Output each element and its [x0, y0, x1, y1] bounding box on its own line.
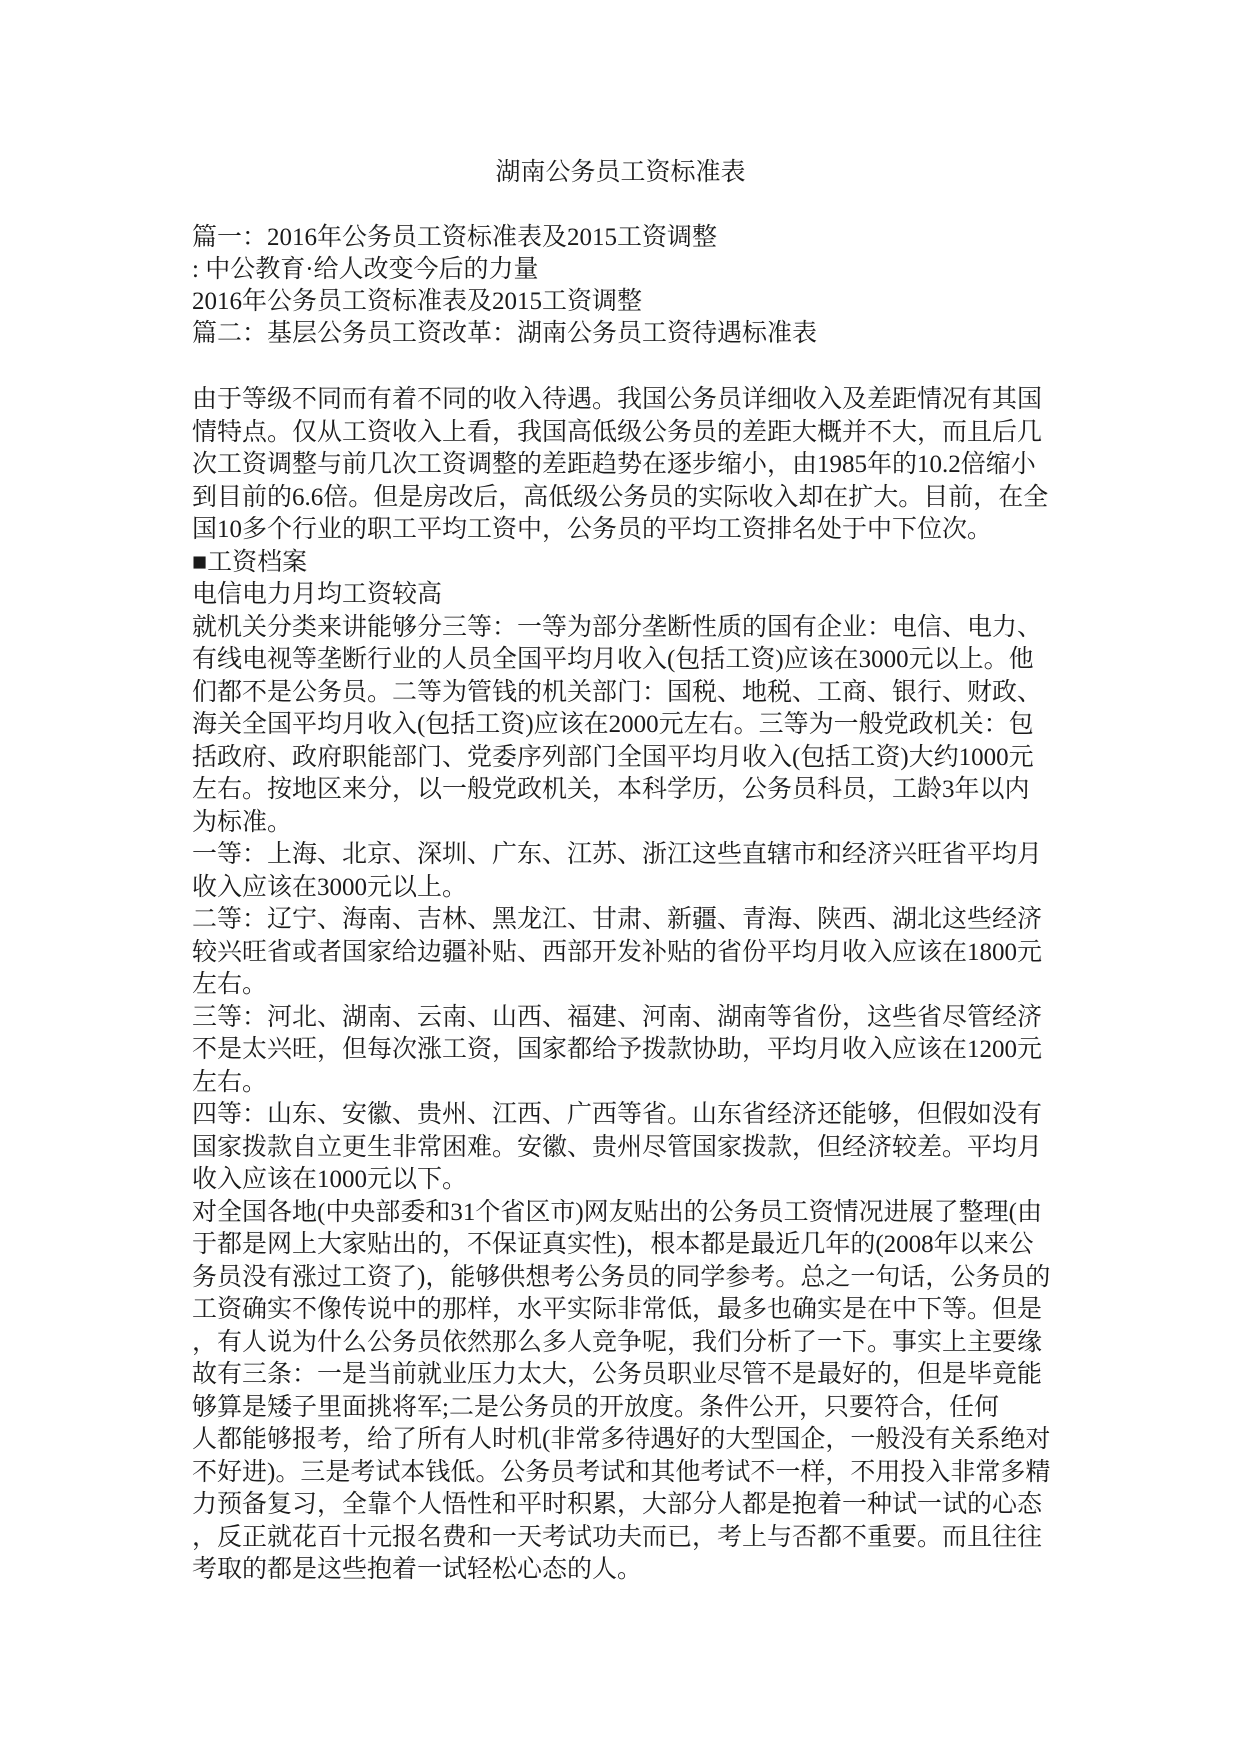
- heading-line: 篇一：2016年公务员工资标准表及2015工资调整: [192, 224, 718, 251]
- paragraph-line: 力预备复习，全靠个人悟性和平时积累，大部分人都是抱着一种试一试的心态: [192, 1491, 1043, 1518]
- paragraph-line: 收入应该在3000元以上。: [192, 873, 468, 901]
- paragraph-line: 电信电力月均工资较高: [192, 581, 443, 608]
- article-headings: [192, 222, 1072, 350]
- paragraph-line: 于都是网上大家贴出的，不保证真实性)，根本都是最近几年的(2008年以来公: [192, 1231, 1034, 1258]
- paragraph-line: 对全国各地(中央部委和31个省区市)网友贴出的公务员工资情况进展了整理(由: [192, 1198, 1042, 1226]
- paragraph-line: 到目前的6.6倍。但是房改后，高低级公务员的实际收入却在扩大。目前，在全: [192, 483, 1049, 511]
- heading-line: : 中公教育·给人改变今后的力量: [192, 256, 539, 283]
- paragraph-line: 左右。: [192, 971, 268, 998]
- paragraph-line: 由于等级不同而有着不同的收入待遇。我国公务员详细收入及差距情况有其国: [192, 386, 1043, 413]
- paragraph-line: 考取的都是这些抱着一试轻松心态的人。: [192, 1556, 643, 1583]
- paragraph-line: 够算是矮子里面挑将军;二是公务员的开放度。条件公开，只要符合，任何: [192, 1393, 999, 1421]
- paragraph-line: 工资确实不像传说中的那样，水平实际非常低，最多也确实是在中下等。但是: [192, 1296, 1043, 1323]
- paragraph-line: 不是太兴旺，但每次涨工资，国家都给予拨款协助，平均月收入应该在1200元: [192, 1036, 1043, 1063]
- heading-line: 2016年公务员工资标准表及2015工资调整: [192, 288, 643, 315]
- paragraph-line: 就机关分类来讲能够分三等：一等为部分垄断性质的国有企业：电信、电力、: [192, 613, 1043, 641]
- heading-line: 篇二：基层公务员工资改革：湖南公务员工资待遇标准表: [192, 320, 818, 347]
- paragraph-line: 三等：河北、湖南、云南、山西、福建、河南、湖南等省份，这些省尽管经济: [192, 1003, 1043, 1031]
- paragraph-line: 海关全国平均月收入(包括工资)应该在2000元左右。三等为一般党政机关：包: [192, 711, 1034, 738]
- paragraph-line: 一等：上海、北京、深圳、广东、江苏、浙江这些直辖市和经济兴旺省平均月: [192, 841, 1043, 868]
- paragraph-line: 情特点。仅从工资收入上看，我国高低级公务员的差距大概并不大，而且后几: [192, 418, 1043, 446]
- paragraph-line: 左右。按地区来分，以一般党政机关，本科学历，公务员科员，工龄3年以内: [192, 776, 1030, 803]
- paragraph-line: ，有人说为什么公务员依然那么多人竞争呢，我们分析了一下。事实上主要缘: [192, 1328, 1043, 1356]
- paragraph-line: 四等：山东、安徽、贵州、江西、广西等省。山东省经济还能够，但假如没有: [192, 1101, 1043, 1128]
- paragraph-line: 括政府、政府职能部门、党委序列部门全国平均月收入(包括工资)大约1000元: [192, 743, 1034, 771]
- paragraph-line: 左右。: [192, 1068, 268, 1096]
- paragraph-line: 不好进)。三是考试本钱低。公务员考试和其他考试不一样，不用投入非常多精: [192, 1458, 1051, 1486]
- paragraph-line: 人都能够报考，给了所有人时机(非常多待遇好的大型国企，一般没有关系绝对: [192, 1426, 1051, 1453]
- paragraph-line: 国10多个行业的职工平均工资中，公务员的平均工资排名处于中下位次。: [192, 516, 993, 543]
- paragraph-line: ，反正就花百十元报名费和一天考试功夫而已，考上与否都不重要。而且往往: [192, 1523, 1043, 1551]
- paragraph-line: ■工资档案: [192, 548, 308, 576]
- paragraph-line: 务员没有涨过工资了)，能够供想考公务员的同学参考。总之一句话，公务员的: [192, 1263, 1051, 1291]
- paragraph-line: 们都不是公务员。二等为管钱的机关部门：国税、地税、工商、银行、财政、: [192, 678, 1043, 706]
- paragraph-line: 收入应该在1000元以下。: [192, 1166, 468, 1193]
- paragraph-line: 有线电视等垄断行业的人员全国平均月收入(包括工资)应该在3000元以上。他: [192, 646, 1034, 673]
- paragraph-line: 为标准。: [192, 808, 293, 836]
- paragraph-line: 二等：辽宁、海南、吉林、黑龙江、甘肃、新疆、青海、陕西、湖北这些经济: [192, 906, 1043, 933]
- document-title: 湖南公务员工资标准表: [495, 159, 746, 186]
- paragraph-line: 国家拨款自立更生非常困难。安徽、贵州尽管国家拨款，但经济较差。平均月: [192, 1133, 1043, 1161]
- article-body: [192, 384, 1072, 1587]
- paragraph-line: 故有三条：一是当前就业压力太大，公务员职业尽管不是最好的，但是毕竟能: [192, 1361, 1043, 1388]
- paragraph-line: 次工资调整与前几次工资调整的差距趋势在逐步缩小，由1985年的10.2倍缩小: [192, 451, 1036, 478]
- paragraph-line: 较兴旺省或者国家给边疆补贴、西部开发补贴的省份平均月收入应该在1800元: [192, 938, 1043, 966]
